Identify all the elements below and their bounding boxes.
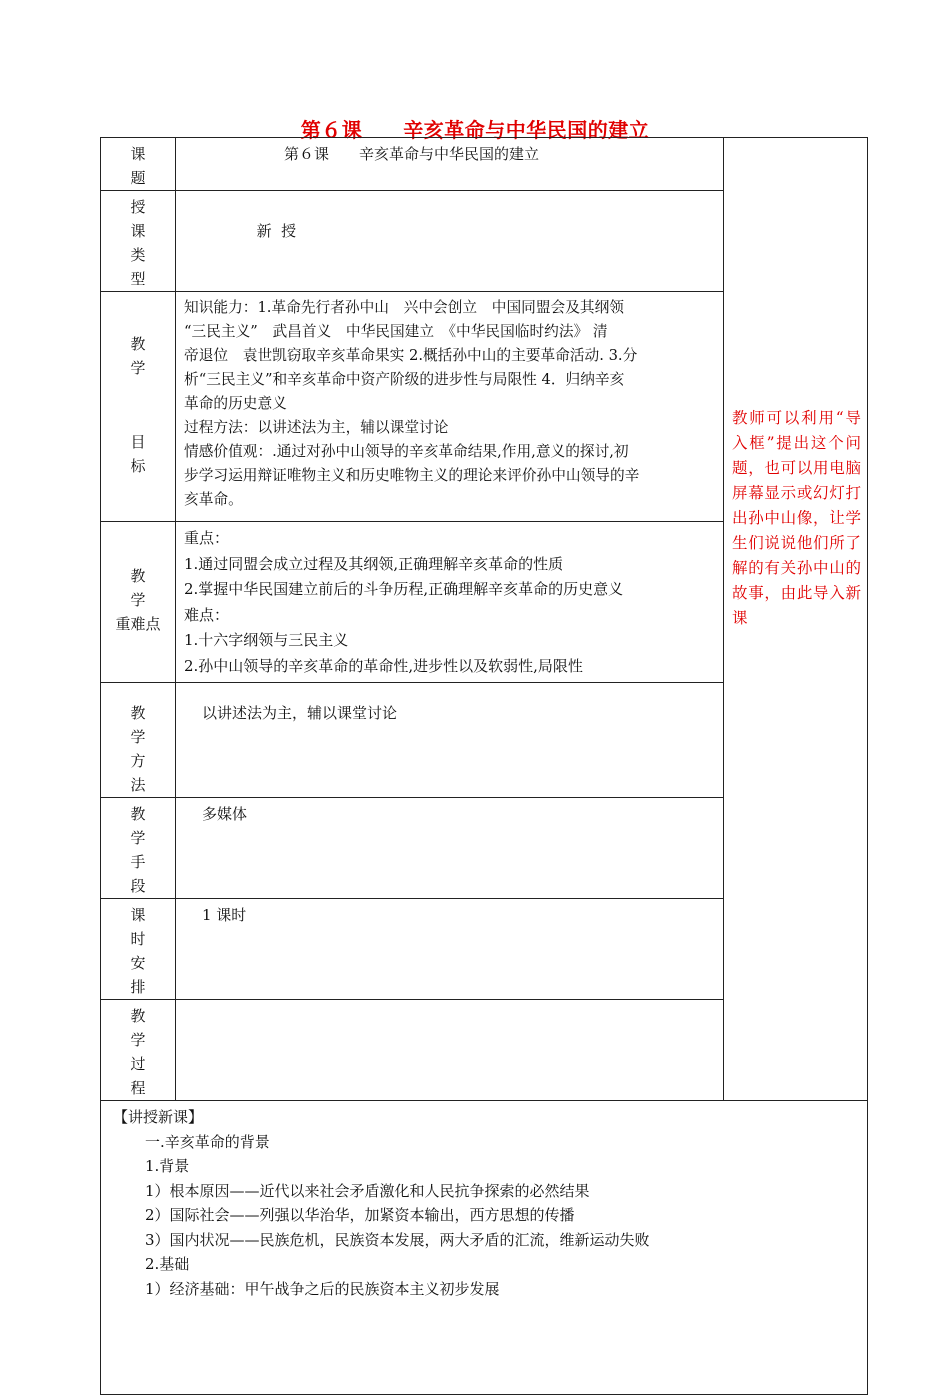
key-points-line: 2.掌握中华民国建立前后的斗争历程,正确理解辛亥革命的历史意义 (184, 580, 624, 598)
label-key-points: 教 学 重难点 (101, 522, 176, 683)
row-lecture (101, 1101, 868, 1395)
goals-line: 析“三民主义”和辛亥革命中资产阶级的进步性与局限性 4．归纳辛亥 (184, 371, 625, 388)
value-topic (176, 138, 724, 191)
label-goals: 教 学 目 标 (101, 292, 176, 522)
means-text: 多媒体 (202, 805, 248, 823)
label-process: 教 学 过 程 (101, 1000, 176, 1101)
key-points-line: 1.十六字纲领与三民主义 (184, 631, 349, 649)
lecture-section (101, 1101, 868, 1395)
page-title-lesson: 第６课 (300, 118, 363, 142)
lecture-line: 1.背景 (145, 1157, 190, 1175)
key-points-line: 重点： (184, 529, 230, 547)
value-type (176, 191, 724, 292)
key-points-line: 1.通过同盟会成立过程及其纲领,正确理解辛亥革命的性质 (184, 554, 564, 573)
lecture-line: 一.辛亥革命的背景 (145, 1132, 270, 1151)
key-points-line: 难点： (184, 605, 230, 624)
value-key-points (176, 522, 724, 683)
key-points-line: 2.孙中山领导的辛亥革命的革命性,进步性以及软弱性,局限性 (184, 656, 583, 675)
lecture-heading: 【讲授新课】 (113, 1108, 204, 1126)
value-process (176, 1000, 724, 1101)
lecture-line: 1）根本原因——近代以来社会矛盾激化和人民抗争探索的必然结果 (145, 1181, 590, 1200)
row-topic (101, 138, 868, 191)
label-means: 教 学 手 段 (101, 798, 176, 899)
page-title-topic: 辛亥革命与中华民国的建立 (403, 118, 650, 142)
label-type: 授 课 类 型 (101, 191, 176, 292)
goals-line: 步学习运用辩证唯物主义和历史唯物主义的理论来评价孙中山领导的辛 (184, 467, 640, 484)
goals-line: 知识能力：1.革命先行者孙中山 兴中会创立 中国同盟会及其纲领 (184, 299, 624, 316)
goals-line: 革命的历史意义 (184, 395, 287, 412)
label-topic: 课题 (101, 138, 176, 191)
goals-line: 亥革命。 (184, 491, 243, 508)
schedule-text: 1 课时 (202, 906, 247, 924)
goals-line: “三民主义” 武昌首义 中华民国建立 《中华民国临时约法》 清 (184, 323, 608, 340)
lecture-line: 1）经济基础：甲午战争之后的民族资本主义初步发展 (145, 1279, 500, 1298)
teacher-side-note (724, 138, 868, 1101)
label-method: 教 学 方 法 (101, 683, 176, 798)
lecture-line: 3）国内状况——民族危机，民族资本发展，两大矛盾的汇流，维新运动失败 (145, 1230, 650, 1249)
value-means (176, 798, 724, 899)
goals-line: 帝退位 袁世凯窃取辛亥革命果实 2.概括孙中山的主要革命活动. 3.分 (184, 347, 638, 364)
label-schedule: 课 时 安 排 (101, 899, 176, 1000)
lecture-line: 2.基础 (145, 1255, 190, 1273)
lecture-line: 2）国际社会——列强以华治华，加紧资本输出，西方思想的传播 (145, 1206, 575, 1224)
goals-line: 情感价值观：.通过对孙中山领导的辛亥革命结果,作用,意义的探讨,初 (184, 443, 629, 460)
value-method (176, 683, 724, 798)
goals-line: 过程方法：以讲述法为主，辅以课堂讨论 (184, 419, 449, 436)
value-goals (176, 292, 724, 522)
value-schedule (176, 899, 724, 1000)
side-note-text: 教师可以利用“导入框”提出这个问题，也可以用电脑屏幕显示或幻灯打出孙中山像，让学生们说说他们所了解的有关孙中山的故事，由此导入新课 (732, 409, 861, 627)
topic-text: 第６课 辛亥革命与中华民国的建立 (284, 145, 540, 163)
lesson-plan-table (100, 137, 868, 1395)
method-text: 以讲述法为主，辅以课堂讨论 (202, 704, 398, 722)
type-text: 新 授 (256, 222, 297, 240)
